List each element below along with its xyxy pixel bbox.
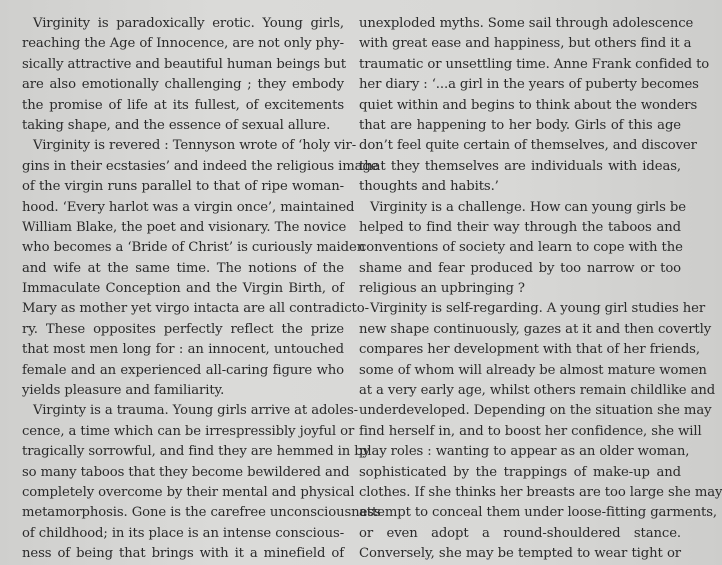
text-line: find herself in, and to boost her confidence, she will [359, 423, 702, 439]
text-line: at a very early age, whilst others remain childlike and [359, 383, 716, 399]
text-line: quiet within and begins to think about the wonders [359, 97, 698, 113]
text-line: so many taboos that they become bewildered and [22, 464, 350, 480]
text-line: William Blake, the poet and visionary. The novice [22, 219, 347, 235]
text-line: underdeveloped. Depending on the situation she may [359, 403, 712, 419]
text-line: Virginity is revered : Tennyson wrote of ‘holy vir- [33, 138, 357, 154]
text-line: ry. These opposites perfectly reflect the prize [22, 321, 344, 337]
paragraph-challenge [359, 198, 686, 300]
text-line: of the virgin runs parallel to that of ripe woman- [22, 179, 344, 195]
text-line: that most men long for : an innocent, untouched [22, 342, 344, 358]
text-line: reaching the Age of Innocence, are not only phy- [22, 36, 344, 52]
text-line: Conversely, she may be tempted to wear tight or [359, 546, 681, 562]
text-line: completely overcome by their mental and physical [22, 484, 355, 500]
text-line: Immaculate Conception and the Virgin Birth, of [22, 281, 344, 297]
paragraph-self-regarding [359, 299, 722, 564]
text-line: religious an upbringing ? [359, 281, 525, 297]
text-line: compares her development with that of her friends, [359, 342, 700, 358]
text-line: traumatic or unsettling time. Anne Frank confided to [359, 56, 710, 72]
text-line: play roles : wanting to appear as an older woman, [359, 444, 690, 460]
text-line: taking shape, and the essence of sexual allure. [22, 117, 331, 133]
text-line: shame and fear produced by too narrow or too [359, 260, 681, 276]
text-line: unexploded myths. Some sail through adolescence [359, 16, 694, 31]
text-line: cence, a time which can be irrespressibly joyful or [22, 423, 355, 439]
text-line: of childhood; in its place is an intense conscious- [22, 525, 345, 541]
text-line: hood. ‘Every harlot was a virgin once’, maintained [22, 199, 355, 215]
text-line: with great ease and happiness, but others find it a [359, 36, 692, 52]
text-line: clothes. If she thinks her breasts are too large she may [359, 484, 722, 500]
text-line: thoughts and habits.’ [359, 179, 499, 195]
right-column [359, 14, 722, 565]
text-line: yields pleasure and familiarity. [22, 383, 225, 399]
text-line: attempt to conceal them under loose-fitting garments, [359, 505, 717, 521]
text-line: Virginty is a trauma. Young girls arrive at adoles- [33, 403, 358, 419]
text-line: and wife at the same time. The notions of the [22, 260, 344, 276]
text-line: don’t feel quite certain of themselves, and discover [359, 138, 697, 154]
paragraph-erotic [22, 14, 344, 136]
text-line: her diary : ‘...a girl in the years of puberty becomes [359, 77, 699, 93]
text-line: helped to find their way through the taboos and [359, 219, 681, 235]
text-line: Mary as mother yet virgo intacta are all contradicto- [22, 301, 369, 317]
text-line: or even adopt a round-shouldered stance. [359, 525, 681, 541]
text-line: new shape continuously, gazes at it and then covertly [359, 321, 712, 337]
paragraph-trauma [22, 401, 381, 564]
text-line: who becomes a ‘Bride of Christ’ is curiously maiden [22, 240, 366, 256]
text-line: tragically sorrowful, and find they are hemmed in by [22, 444, 370, 460]
paragraph-revered [22, 136, 379, 401]
text-line: conventions of society and learn to cope with the [359, 240, 683, 256]
text-line: metamorphosis. Gone is the carefree unconsciousness [22, 505, 381, 521]
text-line: gins in their ecstasies’ and indeed the religious image [22, 158, 379, 174]
text-line: sophisticated by the trappings of make-up and [359, 464, 681, 480]
text-line: some of whom will already be almost mature women [359, 362, 707, 378]
text-line: Virginity is a challenge. How can young girls be [370, 199, 686, 215]
text-line: that they themselves are individuals with ideas, [359, 158, 681, 174]
text-line: female and an experienced all-caring figure who [22, 362, 344, 378]
paragraph-myths-continued [359, 14, 710, 198]
text-line: the promise of life at its fullest, of excitements [22, 97, 344, 113]
left-column [22, 14, 381, 565]
text-line: that are happening to her body. Girls of this age [359, 117, 681, 133]
text-line: ness of being that brings with it a minefield of [22, 546, 344, 562]
text-line: sically attractive and beautiful human beings but [22, 56, 346, 72]
text-line: Virginity is self-regarding. A young girl studies her [370, 301, 706, 317]
text-line: Virginity is paradoxically erotic. Young girls, [33, 16, 344, 31]
text-line: are also emotionally challenging ; they embody [22, 77, 344, 93]
